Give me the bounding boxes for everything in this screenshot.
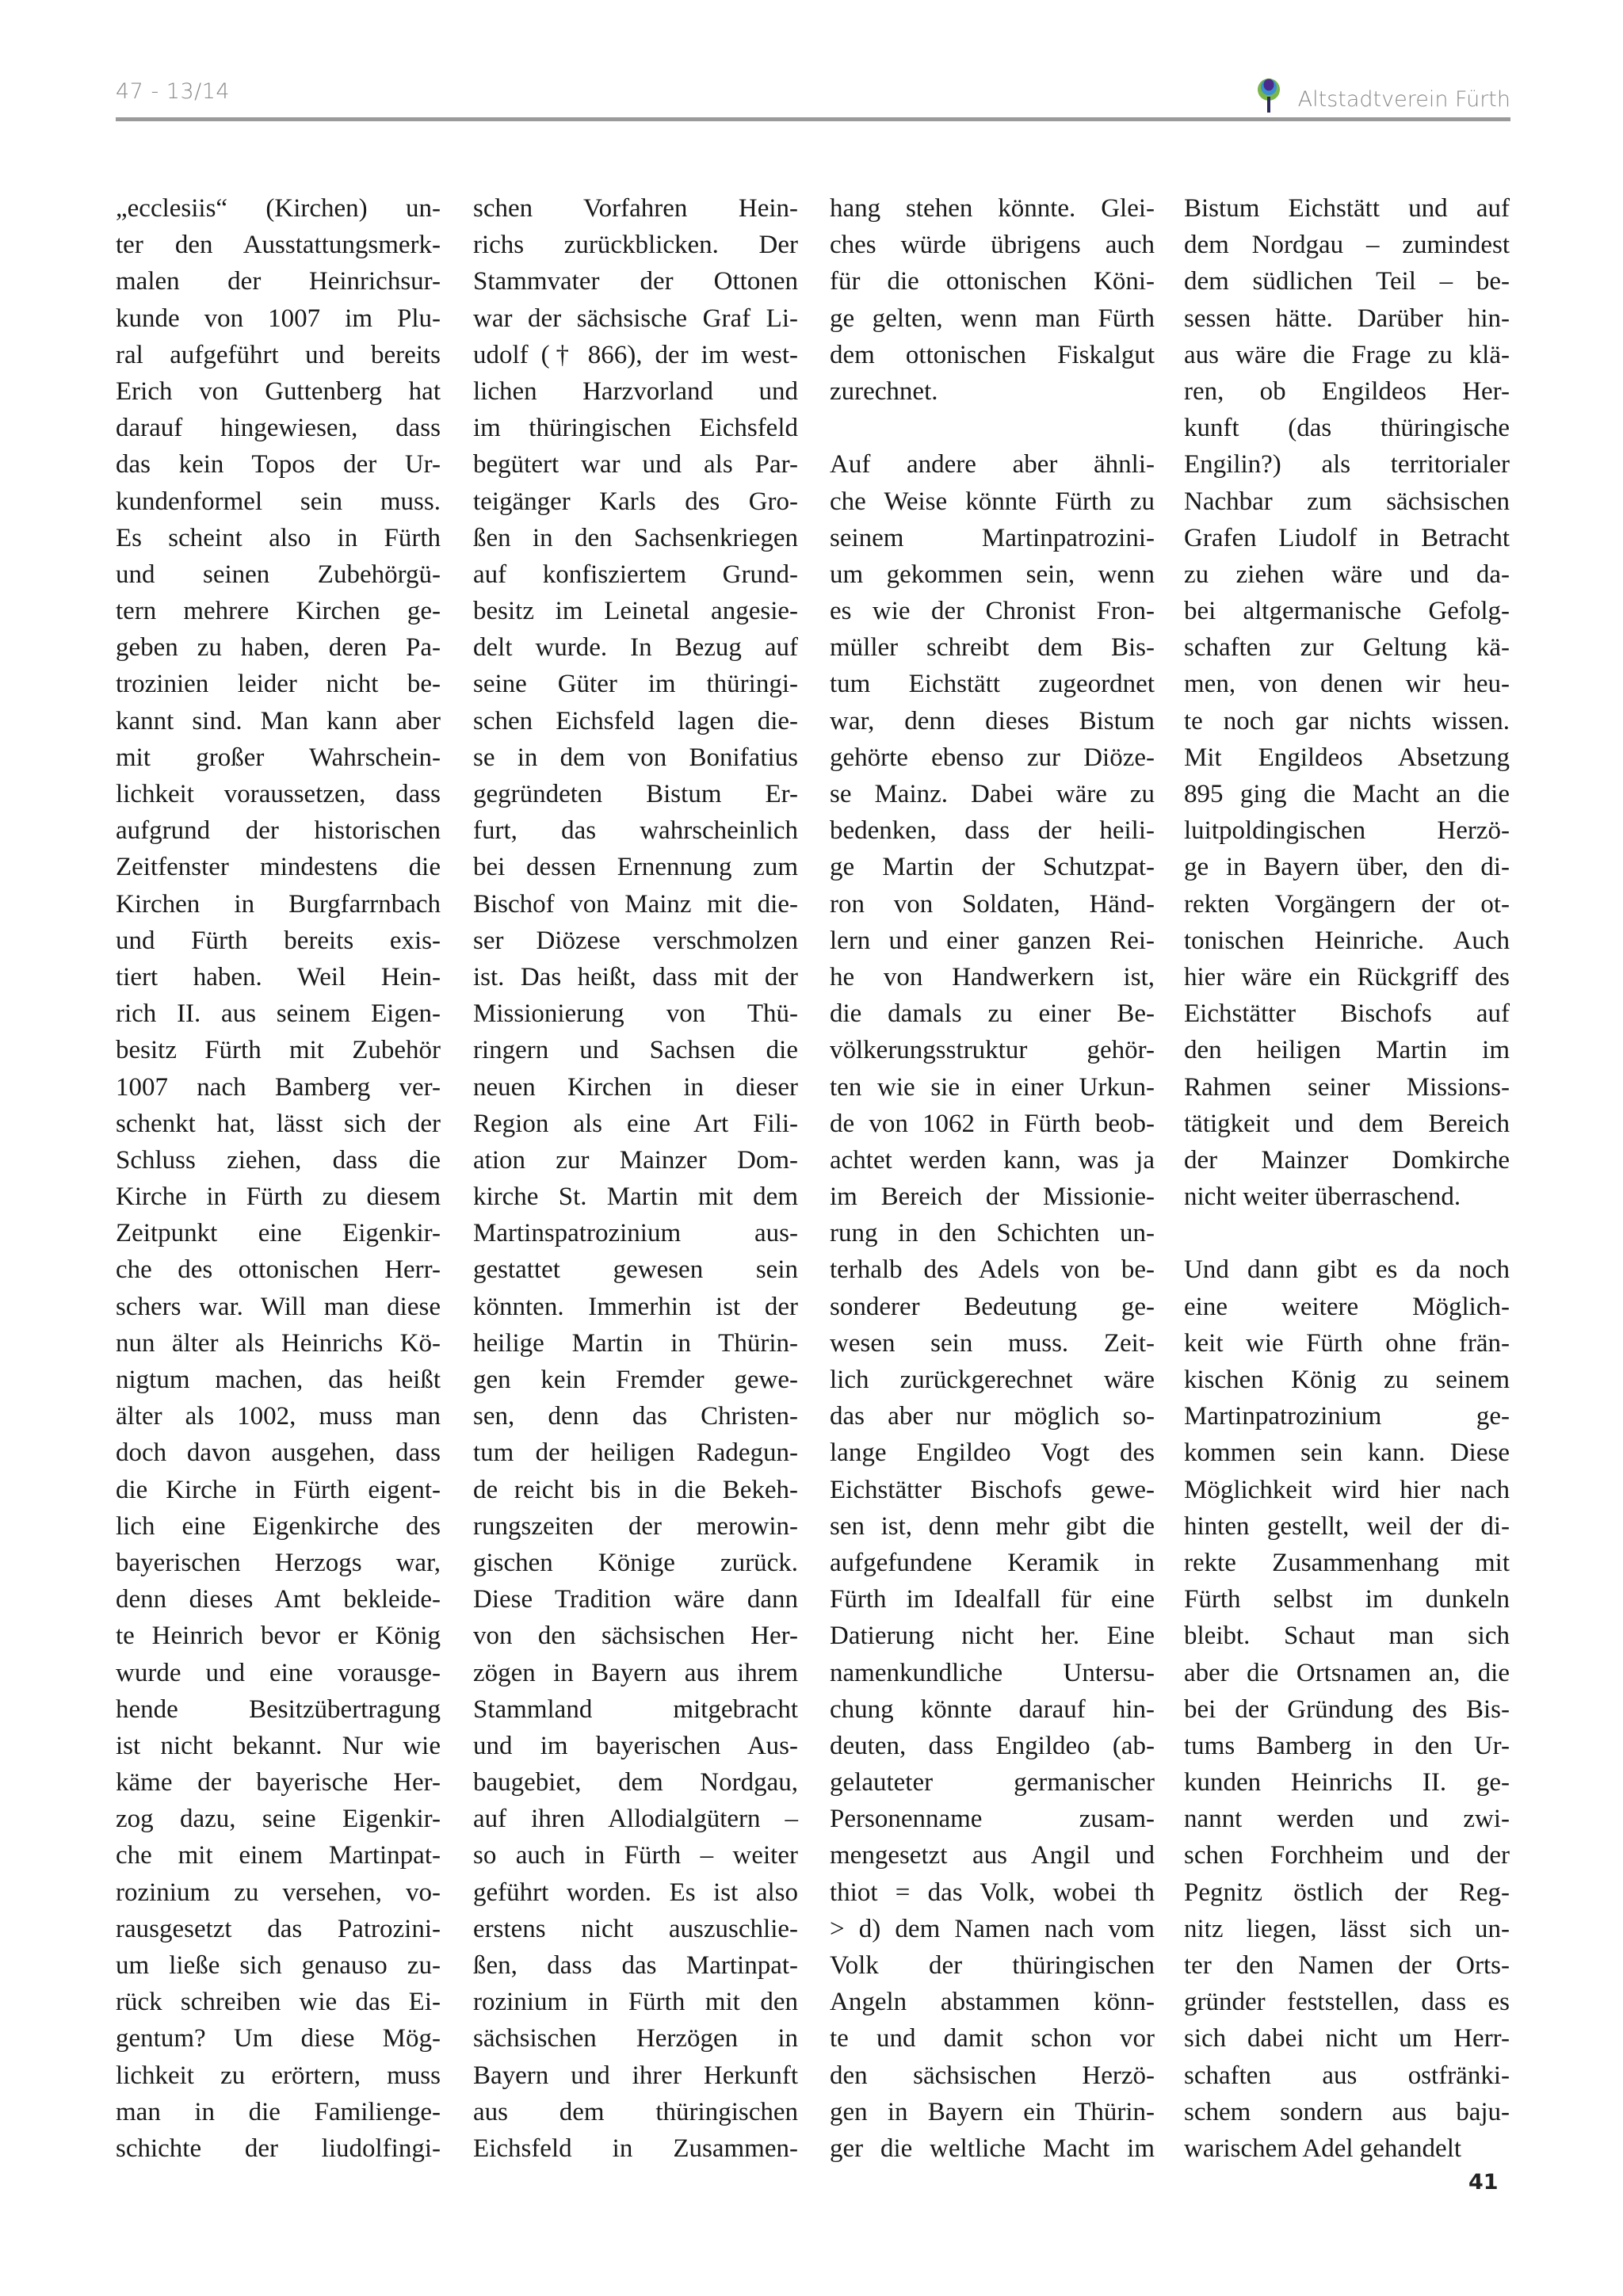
text-line: völkerungsstruktur gehör- bbox=[830, 1036, 1155, 1065]
text-line: und Fürth bereits exis- bbox=[116, 926, 441, 955]
text-line: Möglichkeit wird hier nach bbox=[1184, 1475, 1510, 1504]
publisher-brand bbox=[1255, 78, 1510, 114]
text-line: besitz im Leinetal angesie- bbox=[473, 597, 798, 626]
text-line: sich dabei nicht um Herr- bbox=[1184, 2024, 1510, 2053]
text-line: aus wäre die Frage zu klä- bbox=[1184, 340, 1510, 369]
header-rule bbox=[116, 117, 1510, 121]
text-column-4 bbox=[1184, 190, 1510, 2167]
text-line: Bistum Eichstätt und auf bbox=[1184, 194, 1510, 223]
text-line: von den sächsischen Her- bbox=[473, 1622, 798, 1651]
text-line: che des ottonischen Herr- bbox=[116, 1255, 441, 1285]
text-column-3 bbox=[830, 190, 1155, 2167]
text-line: Missionierung von Thü- bbox=[473, 999, 798, 1029]
text-line: schen Forchheim und der bbox=[1184, 1841, 1510, 1870]
text-line: im thüringischen Eichsfeld bbox=[473, 414, 798, 443]
text-line: te Heinrich bevor er König bbox=[116, 1622, 441, 1651]
text-line: furt, das wahrscheinlich bbox=[473, 816, 798, 846]
text-line: Eichstätter Bischofs auf bbox=[1184, 999, 1510, 1029]
text-line: zu ziehen wäre und da- bbox=[1184, 560, 1510, 589]
text-line: tern mehrere Kirchen ge- bbox=[116, 597, 441, 626]
text-line: heilige Martin in Thürin- bbox=[473, 1328, 798, 1358]
text-line: Zeitfenster mindestens die bbox=[116, 853, 441, 882]
text-line: chung könnte darauf hin- bbox=[830, 1694, 1155, 1724]
text-line: gestattet gewesen sein bbox=[473, 1255, 798, 1285]
text-line: schenkt hat, lässt sich der bbox=[116, 1109, 441, 1138]
text-line: gegründeten Bistum Er- bbox=[473, 780, 798, 808]
text-line: se Mainz. Dabei wäre zu bbox=[830, 780, 1155, 808]
text-line: de von 1062 in Fürth beob- bbox=[830, 1109, 1155, 1138]
text-line: 895 ging die Macht an die bbox=[1184, 780, 1510, 808]
text-line: ringern und Sachsen die bbox=[473, 1036, 798, 1065]
text-line: so auch in Fürth – weiter bbox=[473, 1841, 798, 1870]
text-line: Fürth selbst im dunkeln bbox=[1184, 1585, 1510, 1614]
text-line: schem sondern aus baju- bbox=[1184, 2097, 1510, 2126]
text-line: rekten Vorgängern der ot- bbox=[1184, 889, 1510, 919]
text-line: wurde und eine vorausge- bbox=[116, 1658, 441, 1687]
text-line: „ecclesiis“ (Kirchen) un- bbox=[116, 194, 441, 223]
text-line: Kirche in Fürth zu diesem bbox=[116, 1182, 441, 1212]
publisher-name: Altstadtverein Fürth bbox=[1297, 86, 1510, 112]
text-line: Und dann gibt es da noch bbox=[1184, 1255, 1510, 1285]
text-line: käme der bayerische Her- bbox=[116, 1768, 441, 1797]
text-line: Angeln abstammen könn- bbox=[830, 1988, 1155, 2017]
text-line: das kein Topos der Ur- bbox=[116, 450, 441, 479]
text-line: ter den Ausstattungsmerk- bbox=[116, 231, 441, 260]
text-line: man in die Familienge- bbox=[116, 2097, 441, 2126]
text-line: doch davon ausgehen, dass bbox=[116, 1438, 441, 1468]
text-line: Mit Engildeos Absetzung bbox=[1184, 743, 1510, 772]
text-line: neuen Kirchen in dieser bbox=[473, 1072, 798, 1102]
text-line: um ließe sich genauso zu- bbox=[116, 1951, 441, 1980]
text-line: Martinpatrozinium ge- bbox=[1184, 1402, 1510, 1431]
text-line: schers war. Will man diese bbox=[116, 1292, 441, 1321]
text-line: Volk der thüringischen bbox=[830, 1951, 1155, 1980]
text-line: Diese Tradition wäre dann bbox=[473, 1585, 798, 1614]
text-line: gen kein Fremder gewe- bbox=[473, 1366, 798, 1394]
text-line: delt wurde. In Bezug auf bbox=[473, 633, 798, 663]
text-line: Datierung nicht her. Eine bbox=[830, 1622, 1155, 1651]
text-column-1 bbox=[116, 190, 441, 2167]
text-line: es wie der Chronist Fron- bbox=[830, 597, 1155, 626]
text-line: zog dazu, seine Eigenkir- bbox=[116, 1805, 441, 1834]
text-line: keit wie Fürth ohne frän- bbox=[1184, 1328, 1510, 1358]
text-line: kunden Heinrichs II. ge- bbox=[1184, 1768, 1510, 1797]
text-line: kirche St. Martin mit dem bbox=[473, 1182, 798, 1212]
text-line: Nachbar zum sächsischen bbox=[1184, 487, 1510, 516]
text-line: aufgrund der historischen bbox=[116, 816, 441, 846]
text-line: war der sächsische Graf Li- bbox=[473, 304, 798, 333]
text-line: nun älter als Heinrichs Kö- bbox=[116, 1328, 441, 1358]
text-line: zögen in Bayern aus ihrem bbox=[473, 1658, 798, 1687]
text-line: ge gelten, wenn man Fürth bbox=[830, 304, 1155, 333]
text-line: Grafen Liudolf in Betracht bbox=[1184, 523, 1510, 552]
text-line: aufgefundene Keramik in bbox=[830, 1548, 1155, 1577]
text-line: aus dem thüringischen bbox=[473, 2097, 798, 2126]
text-line: bedenken, dass der heili- bbox=[830, 816, 1155, 846]
text-line: rozinium zu versehen, vo- bbox=[116, 1878, 441, 1907]
text-line: de reicht bis in die Bekeh- bbox=[473, 1475, 798, 1504]
text-line: sen ist, denn mehr gibt die bbox=[830, 1511, 1155, 1541]
text-line: lich eine Eigenkirche des bbox=[116, 1511, 441, 1541]
text-line: udolf († 866), der im west- bbox=[473, 340, 798, 369]
page-header bbox=[116, 78, 1510, 119]
text-line: kundenformel sein muss. bbox=[116, 487, 441, 516]
text-line: könnten. Immerhin ist der bbox=[473, 1292, 798, 1321]
text-line: ches würde übrigens auch bbox=[830, 231, 1155, 260]
text-line: ge Martin der Schutzpat- bbox=[830, 853, 1155, 882]
text-line: rung in den Schichten un- bbox=[830, 1219, 1155, 1248]
text-line: rungszeiten der merowin- bbox=[473, 1511, 798, 1541]
text-line: das aber nur möglich so- bbox=[830, 1402, 1155, 1431]
text-line: hang stehen könnte. Glei- bbox=[830, 194, 1155, 223]
text-line: ren, ob Engildeos Her- bbox=[1184, 376, 1510, 406]
text-line: hinten gestellt, weil der di- bbox=[1184, 1511, 1510, 1541]
text-line: ral aufgeführt und bereits bbox=[116, 340, 441, 369]
text-line: müller schreibt dem Bis- bbox=[830, 633, 1155, 663]
text-line: kommen sein kann. Diese bbox=[1184, 1438, 1510, 1468]
text-line: namenkundliche Untersu- bbox=[830, 1658, 1155, 1687]
text-line: ation zur Mainzer Dom- bbox=[473, 1145, 798, 1175]
text-line: Stammvater der Ottonen bbox=[473, 267, 798, 296]
text-line: Martinspatrozinium aus- bbox=[473, 1219, 798, 1248]
text-line: terhalb des Adels von be- bbox=[830, 1255, 1155, 1285]
text-line: älter als 1002, muss man bbox=[116, 1402, 441, 1431]
text-line: sächsischen Herzögen in bbox=[473, 2024, 798, 2053]
text-line: kischen König zu seinem bbox=[1184, 1366, 1510, 1394]
text-line: warischem Adel gehandelt bbox=[1184, 2134, 1462, 2163]
text-line: bleibt. Schaut man sich bbox=[1184, 1622, 1510, 1651]
text-line: der Mainzer Domkirche bbox=[1184, 1145, 1510, 1175]
issue-number: 47 - 13/14 bbox=[116, 79, 231, 104]
text-line: besitz Fürth mit Zubehör bbox=[116, 1036, 441, 1065]
text-line: hende Besitzübertragung bbox=[116, 1694, 441, 1724]
text-line: rück schreiben wie das Ei- bbox=[116, 1988, 441, 2017]
text-line: lichkeit zu erörtern, muss bbox=[116, 2061, 441, 2090]
text-line: gen in Bayern ein Thürin- bbox=[830, 2097, 1155, 2126]
text-line: aber die Ortsnamen an, die bbox=[1184, 1658, 1510, 1687]
text-line: te noch gar nichts wissen. bbox=[1184, 706, 1510, 735]
text-line: tum der heiligen Radegun- bbox=[473, 1438, 798, 1468]
text-line: ger die weltliche Macht im bbox=[830, 2134, 1155, 2163]
text-line: lich zurückgerechnet wäre bbox=[830, 1366, 1155, 1394]
text-line: den heiligen Martin im bbox=[1184, 1036, 1510, 1065]
text-line: rekte Zusammenhang mit bbox=[1184, 1548, 1510, 1577]
paragraph-gap bbox=[830, 410, 1155, 446]
text-line: sen, denn das Christen- bbox=[473, 1402, 798, 1431]
text-line: richs zurückblicken. Der bbox=[473, 231, 798, 260]
text-line: schen Eichsfeld lagen die- bbox=[473, 706, 798, 735]
text-line: Personenname zusam- bbox=[830, 1805, 1155, 1834]
text-line: denn dieses Amt bekleide- bbox=[116, 1585, 441, 1614]
text-line: ist nicht bekannt. Nur wie bbox=[116, 1731, 441, 1760]
text-column-2 bbox=[473, 190, 798, 2167]
text-line: tonischen Heinriche. Auch bbox=[1184, 926, 1510, 955]
text-line: die Kirche in Fürth eigent- bbox=[116, 1475, 441, 1504]
text-line: auf ihren Allodialgütern – bbox=[473, 1805, 798, 1834]
text-line: um gekommen sein, wenn bbox=[830, 560, 1155, 589]
text-line: ten wie sie in einer Urkun- bbox=[830, 1072, 1155, 1102]
text-line: Eichsfeld in Zusammen- bbox=[473, 2134, 798, 2163]
text-line: seinem Martinpatrozini- bbox=[830, 523, 1155, 552]
text-line: geführt worden. Es ist also bbox=[473, 1878, 798, 1907]
text-line: ist. Das heißt, dass mit der bbox=[473, 962, 798, 991]
text-line: Stammland mitgebracht bbox=[473, 1694, 798, 1724]
text-line: eine weitere Möglich- bbox=[1184, 1292, 1510, 1321]
text-line: bei dessen Ernennung zum bbox=[473, 853, 798, 882]
text-line: men, von denen wir heu- bbox=[1184, 670, 1510, 699]
text-line: lern und einer ganzen Rei- bbox=[830, 926, 1155, 955]
text-line: thiot = das Volk, wobei th bbox=[830, 1878, 1155, 1907]
text-line: Erich von Guttenberg hat bbox=[116, 376, 441, 406]
text-line: mengesetzt aus Angil und bbox=[830, 1841, 1155, 1870]
text-line: ßen in den Sachsenkriegen bbox=[473, 523, 798, 552]
text-line: Schluss ziehen, dass die bbox=[116, 1145, 441, 1175]
text-line: bayerischen Herzogs war, bbox=[116, 1548, 441, 1577]
text-line: ron von Soldaten, Händ- bbox=[830, 889, 1155, 919]
text-line: Pegnitz östlich der Reg- bbox=[1184, 1878, 1510, 1907]
text-line: se in dem von Bonifatius bbox=[473, 743, 798, 772]
text-line: che mit einem Martinpat- bbox=[116, 1841, 441, 1870]
text-line: Bayern und ihrer Herkunft bbox=[473, 2061, 798, 2090]
text-line: nannt werden und zwi- bbox=[1184, 1805, 1510, 1834]
text-line: kunft (das thüringische bbox=[1184, 414, 1510, 443]
text-line: die damals zu einer Be- bbox=[830, 999, 1155, 1029]
text-line: und seinen Zubehörgü- bbox=[116, 560, 441, 589]
text-line: he von Handwerkern ist, bbox=[830, 962, 1155, 991]
text-line: lichkeit voraussetzen, dass bbox=[116, 780, 441, 808]
text-line: für die ottonischen Köni- bbox=[830, 267, 1155, 296]
text-line: schen Vorfahren Hein- bbox=[473, 194, 798, 223]
text-line: te und damit schon vor bbox=[830, 2024, 1155, 2053]
text-line: ßen, dass das Martinpat- bbox=[473, 1951, 798, 1980]
text-line: zurechnet. bbox=[830, 376, 938, 406]
text-line: schichte der liudolfingi- bbox=[116, 2134, 441, 2163]
text-line: Auf andere aber ähnli- bbox=[830, 450, 1155, 479]
text-line: nitz liegen, lässt sich un- bbox=[1184, 1914, 1510, 1943]
text-line: 1007 nach Bamberg ver- bbox=[116, 1072, 441, 1102]
text-line: tums Bamberg in den Ur- bbox=[1184, 1731, 1510, 1760]
text-line: gehörte ebenso zur Diöze- bbox=[830, 743, 1155, 772]
text-line: rausgesetzt das Patrozini- bbox=[116, 1914, 441, 1943]
text-line: mit großer Wahrschein- bbox=[116, 743, 441, 772]
text-line: kunde von 1007 im Plu- bbox=[116, 304, 441, 333]
text-line: gründer feststellen, dass es bbox=[1184, 1988, 1510, 2017]
text-line: tiert haben. Weil Hein- bbox=[116, 962, 441, 991]
text-line: darauf hingewiesen, dass bbox=[116, 414, 441, 443]
text-line: gischen Könige zurück. bbox=[473, 1548, 798, 1577]
text-line: schaften zur Geltung kä- bbox=[1184, 633, 1510, 663]
text-line: tätigkeit und dem Bereich bbox=[1184, 1109, 1510, 1138]
text-line: den sächsischen Herzö- bbox=[830, 2061, 1155, 2090]
text-line: ge in Bayern über, den di- bbox=[1184, 853, 1510, 882]
text-line: Rahmen seiner Missions- bbox=[1184, 1072, 1510, 1102]
text-line: Engilin?) als territorialer bbox=[1184, 450, 1510, 479]
text-line: Zeitpunkt eine Eigenkir- bbox=[116, 1219, 441, 1248]
text-line: baugebiet, dem Nordgau, bbox=[473, 1768, 798, 1797]
text-line: hier wäre ein Rückgriff des bbox=[1184, 962, 1510, 991]
text-line: seine Güter im thüringi- bbox=[473, 670, 798, 699]
text-line: trozinien leider nicht be- bbox=[116, 670, 441, 699]
text-line: rozinium in Fürth mit den bbox=[473, 1988, 798, 2017]
text-line: geben zu haben, deren Pa- bbox=[116, 633, 441, 663]
text-line: begütert war und als Par- bbox=[473, 450, 798, 479]
text-line: ter den Namen der Orts- bbox=[1184, 1951, 1510, 1980]
text-line: auf konfisziertem Grund- bbox=[473, 560, 798, 589]
text-line: lichen Harzvorland und bbox=[473, 376, 798, 406]
text-line: lange Engildeo Vogt des bbox=[830, 1438, 1155, 1468]
text-line: > d) dem Namen nach vom bbox=[830, 1914, 1155, 1943]
text-line: rich II. aus seinem Eigen- bbox=[116, 999, 441, 1029]
text-line: Fürth im Idealfall für eine bbox=[830, 1585, 1155, 1614]
text-line: kannt sind. Man kann aber bbox=[116, 706, 441, 735]
text-line: bei der Gründung des Bis- bbox=[1184, 1694, 1510, 1724]
text-line: und im bayerischen Aus- bbox=[473, 1731, 798, 1760]
text-line: gentum? Um diese Mög- bbox=[116, 2024, 441, 2053]
text-line: nigtum machen, das heißt bbox=[116, 1366, 441, 1394]
text-line: Kirchen in Burgfarrnbach bbox=[116, 889, 441, 919]
text-line: nicht weiter überraschend. bbox=[1184, 1182, 1461, 1212]
text-line: ser Diözese verschmolzen bbox=[473, 926, 798, 955]
text-line: Bischof von Mainz mit die- bbox=[473, 889, 798, 919]
text-line: Region als eine Art Fili- bbox=[473, 1109, 798, 1138]
text-line: im Bereich der Missionie- bbox=[830, 1182, 1155, 1212]
text-line: erstens nicht auszuschlie- bbox=[473, 1914, 798, 1943]
text-line: Eichstätter Bischofs gewe- bbox=[830, 1475, 1155, 1504]
text-line: gelauteter germanischer bbox=[830, 1768, 1155, 1797]
text-line: sonderer Bedeutung ge- bbox=[830, 1292, 1155, 1321]
text-line: teigänger Karls des Gro- bbox=[473, 487, 798, 516]
text-line: che Weise könnte Fürth zu bbox=[830, 487, 1155, 516]
text-line: achtet werden kann, was ja bbox=[830, 1145, 1155, 1175]
text-line: deuten, dass Engildeo (ab- bbox=[830, 1731, 1155, 1760]
text-line: luitpoldingischen Herzö- bbox=[1184, 816, 1510, 846]
text-line: bei altgermanische Gefolg- bbox=[1184, 597, 1510, 626]
text-line: Es scheint also in Fürth bbox=[116, 523, 441, 552]
text-line: malen der Heinrichsur- bbox=[116, 267, 441, 296]
tree-logo-icon bbox=[1255, 78, 1282, 114]
text-line: schaften aus ostfränki- bbox=[1184, 2061, 1510, 2090]
page-number: 41 bbox=[1468, 2170, 1499, 2195]
text-line: dem ottonischen Fiskalgut bbox=[830, 340, 1155, 369]
text-line: tum Eichstätt zugeordnet bbox=[830, 670, 1155, 699]
paragraph-gap bbox=[1184, 1215, 1510, 1251]
text-line: sessen hätte. Darüber hin- bbox=[1184, 304, 1510, 333]
text-line: war, denn dieses Bistum bbox=[830, 706, 1155, 735]
text-line: dem südlichen Teil – be- bbox=[1184, 267, 1510, 296]
text-line: dem Nordgau – zumindest bbox=[1184, 231, 1510, 260]
text-line: wesen sein muss. Zeit- bbox=[830, 1328, 1155, 1358]
